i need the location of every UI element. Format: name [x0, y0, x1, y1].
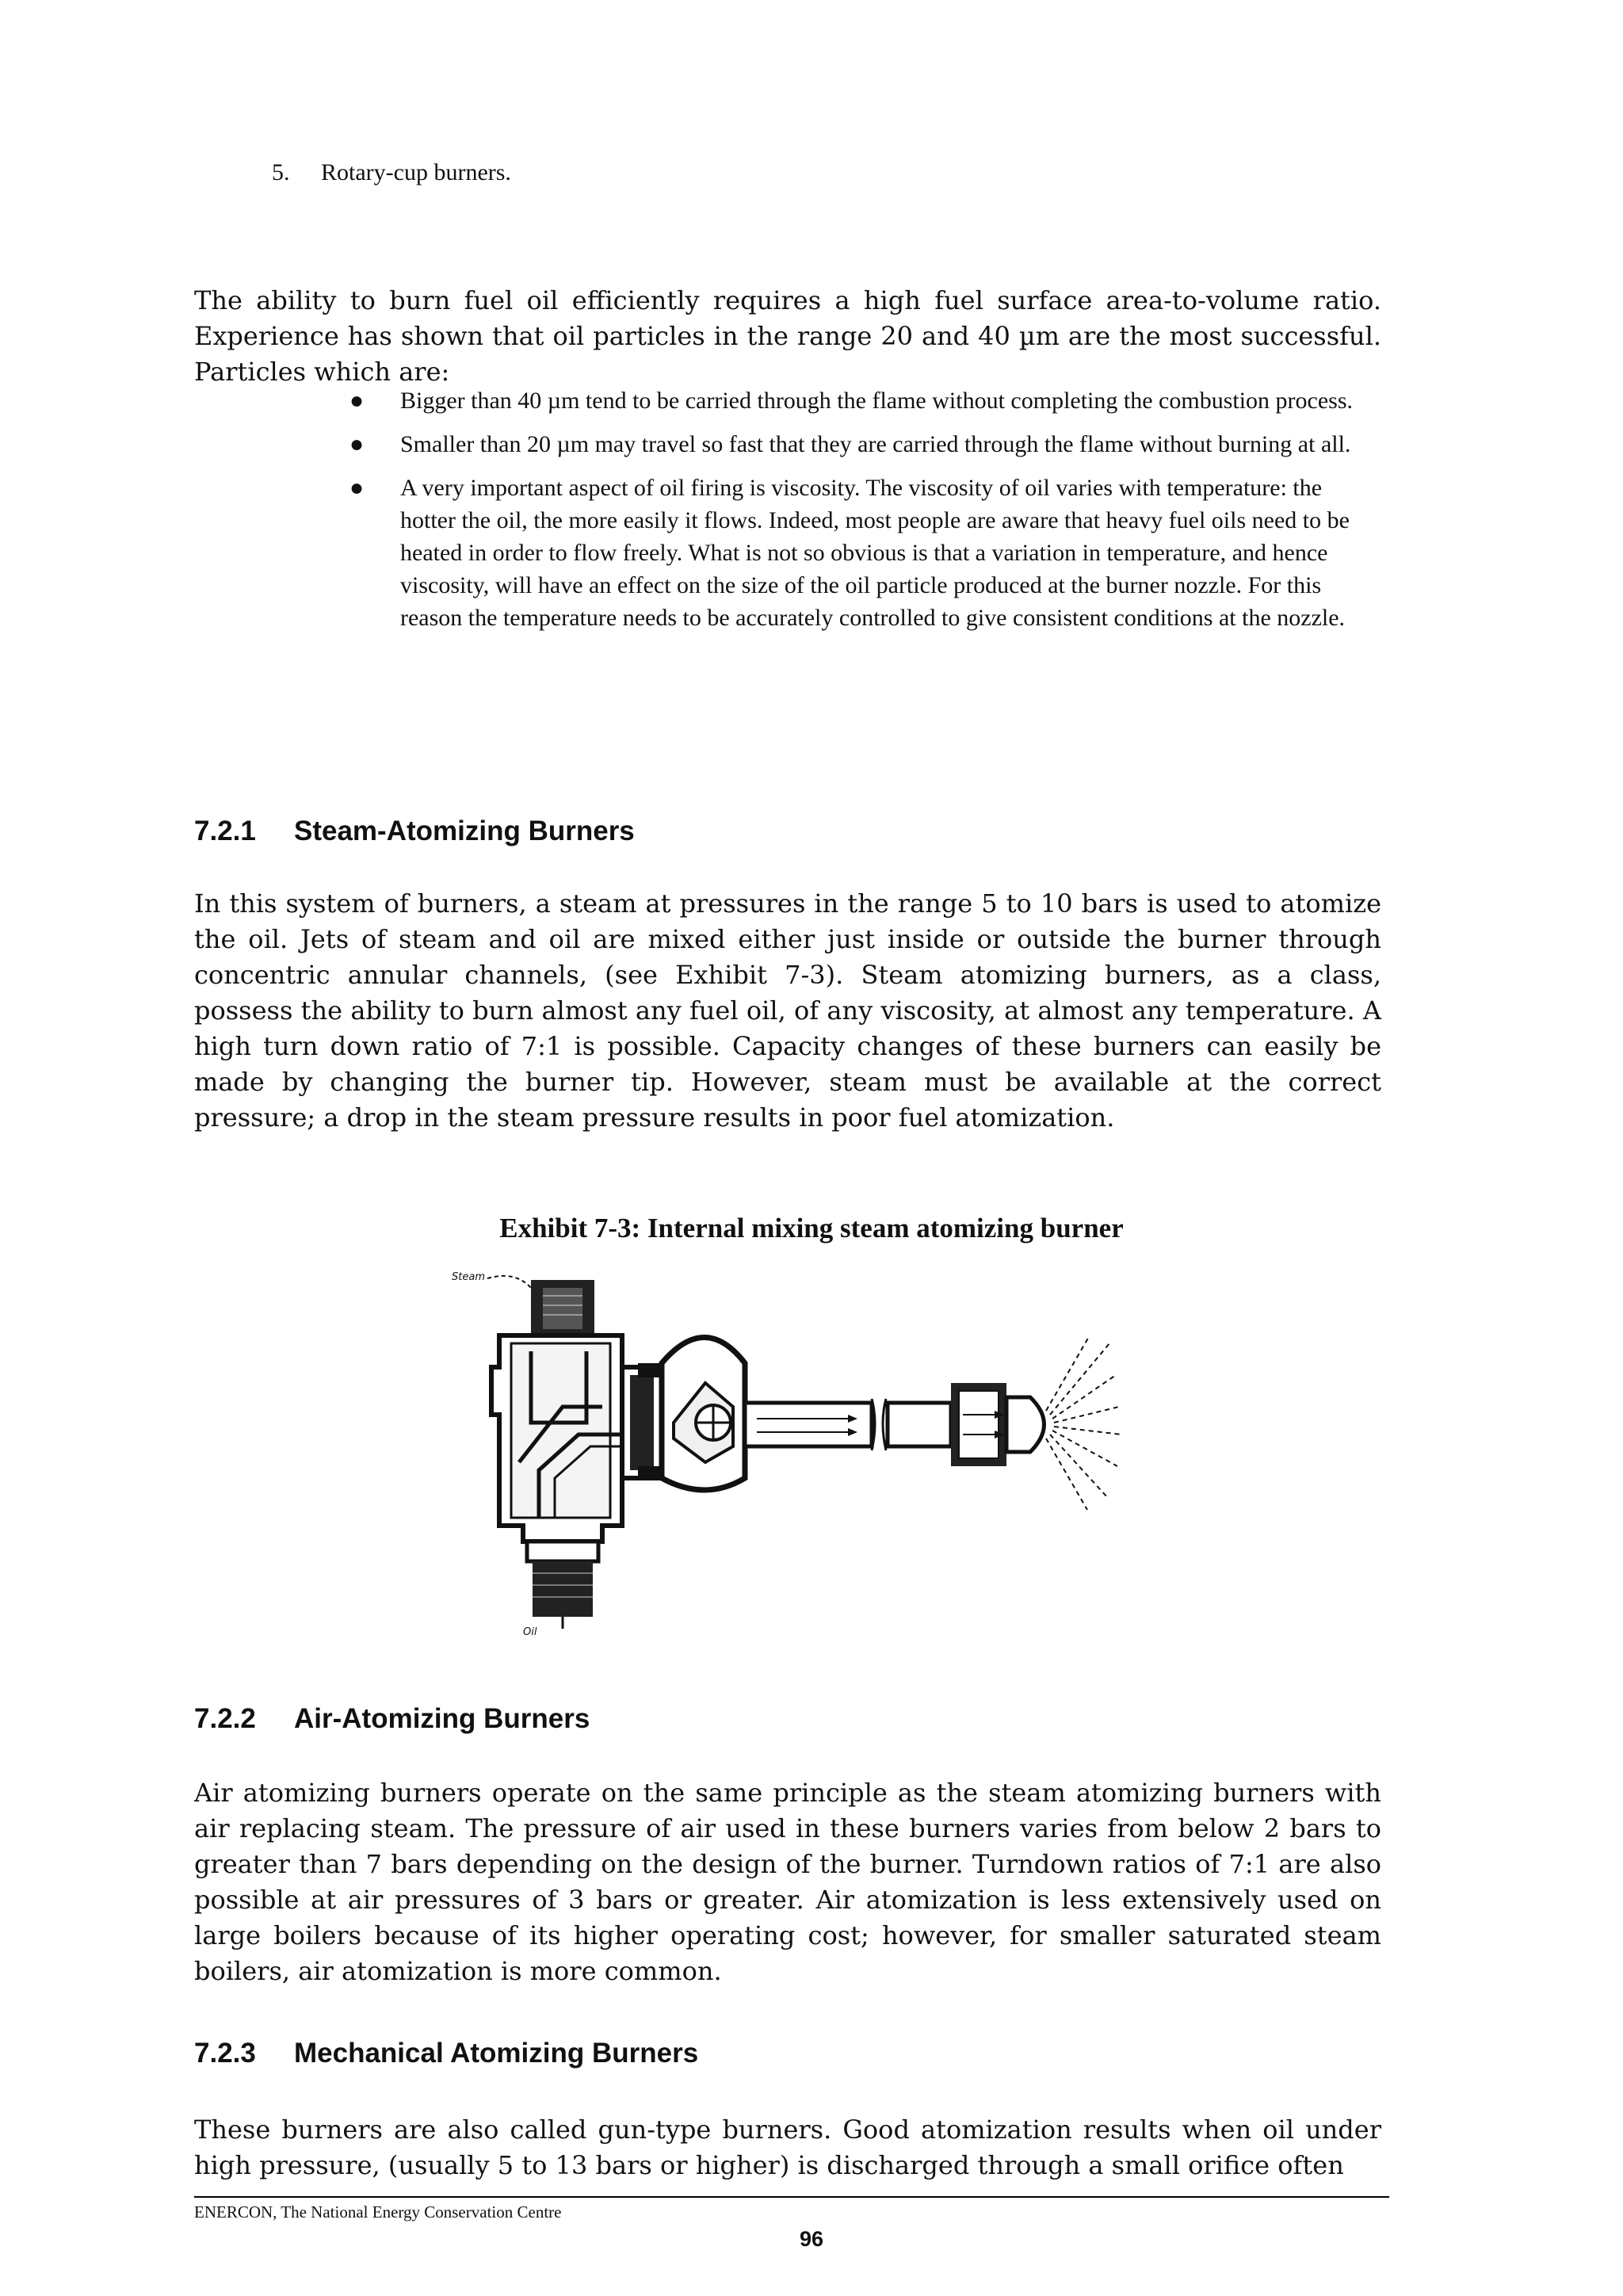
intro-paragraph: The ability to burn fuel oil efficiently requires a high fuel surface area-to-volume ratio. Experience has shown that oil particles in the range 20 and 40 µm are the most successful. Particles which are: [194, 285, 1381, 387]
section-heading-mechanical-atomizing [194, 2037, 698, 2070]
bullet-item [343, 428, 1373, 460]
bullet-text: Bigger than 40 µm tend to be carried through the flame without completing the combustion process. [400, 388, 1354, 414]
section-title: Air-Atomizing Burners [294, 1703, 590, 1734]
section-title: Mechanical Atomizing Burners [294, 2038, 699, 2069]
bullet-text: A very important aspect of oil firing is viscosity. The viscosity of oil varies with temperature: the hotter the oil, the more easily it flows. Indeed, most people are aware that heavy fuel oils need to be heated in order to flow freely. What is not so obvious is that a variation in temperature, and hence viscosity, will have an effect on the size of the oil particle produced at the burner nozzle. For this reason the temperature needs to be accurately controlled to give consistent conditions at the nozzle. [400, 475, 1350, 631]
section-body-steam-atomizing: In this system of burners, a steam at pressures in the range 5 to 10 bars is used to atomize the oil. Jets of steam and oil are mixed either just inside or outside the burner through concentric annular channels, (see Exhibit 7-3). Steam atomizing burners, as a class, possess the ability to burn almost any fuel oil, of any viscosity, at almost any temperature. A high turn down ratio of 7:1 is possible. Capacity changes of these burners can easily be made by changing the burner tip. However, steam must be available at the correct pressure; a drop in the steam pressure results in poor fuel atomization. [194, 888, 1381, 1133]
steam-inlet-label: Steam [452, 1271, 485, 1283]
exhibit-caption: Exhibit 7-3: Internal mixing steam atomizing burner [499, 1213, 1124, 1244]
bullet-dot-icon: ● [349, 431, 365, 457]
bullet-item [343, 472, 1373, 634]
section-number: 7.2.1 [194, 816, 256, 846]
list-item-number: 5. [272, 159, 290, 185]
section-number: 7.2.3 [194, 2038, 256, 2069]
footer-divider [194, 2196, 1389, 2198]
oil-inlet-label: Oil [523, 1626, 537, 1637]
section-heading-air-atomizing [194, 1702, 590, 1736]
bullet-dot-icon: ● [349, 388, 365, 414]
burner-diagram [444, 1264, 1125, 1637]
list-item-text: Rotary-cup burners. [321, 159, 511, 185]
bullet-dot-icon: ● [349, 475, 365, 501]
section-number: 7.2.2 [194, 1703, 256, 1734]
section-body-mechanical-atomizing: These burners are also called gun-type burners. Good atomization results when oil under high pressure, (usually 5 to 13 bars or higher) is discharged through a small orifice often [194, 2115, 1381, 2180]
particle-bullet-list [343, 384, 1373, 645]
section-title: Steam-Atomizing Burners [294, 816, 635, 846]
page-number: 96 [799, 2227, 824, 2251]
section-heading-steam-atomizing [194, 815, 635, 848]
footer-organization: ENERCON, The National Energy Conservation Centre [194, 2202, 562, 2222]
list-item [272, 159, 511, 187]
bullet-item [343, 384, 1373, 417]
bullet-text: Smaller than 20 µm may travel so fast that they are carried through the flame without burning at all. [400, 431, 1351, 457]
section-body-air-atomizing: Air atomizing burners operate on the same principle as the steam atomizing burners with air replacing steam. The pressure of air used in these burners varies from below 2 bars to greater than 7 bars depending on the design of the burner. Turndown ratios of 7:1 are also possible at air pressures of 3 bars or greater. Air atomization is less extensively used on large boilers because of its higher operating cost; however, for smaller saturated steam boilers, air atomization is more common. [194, 1778, 1381, 1986]
